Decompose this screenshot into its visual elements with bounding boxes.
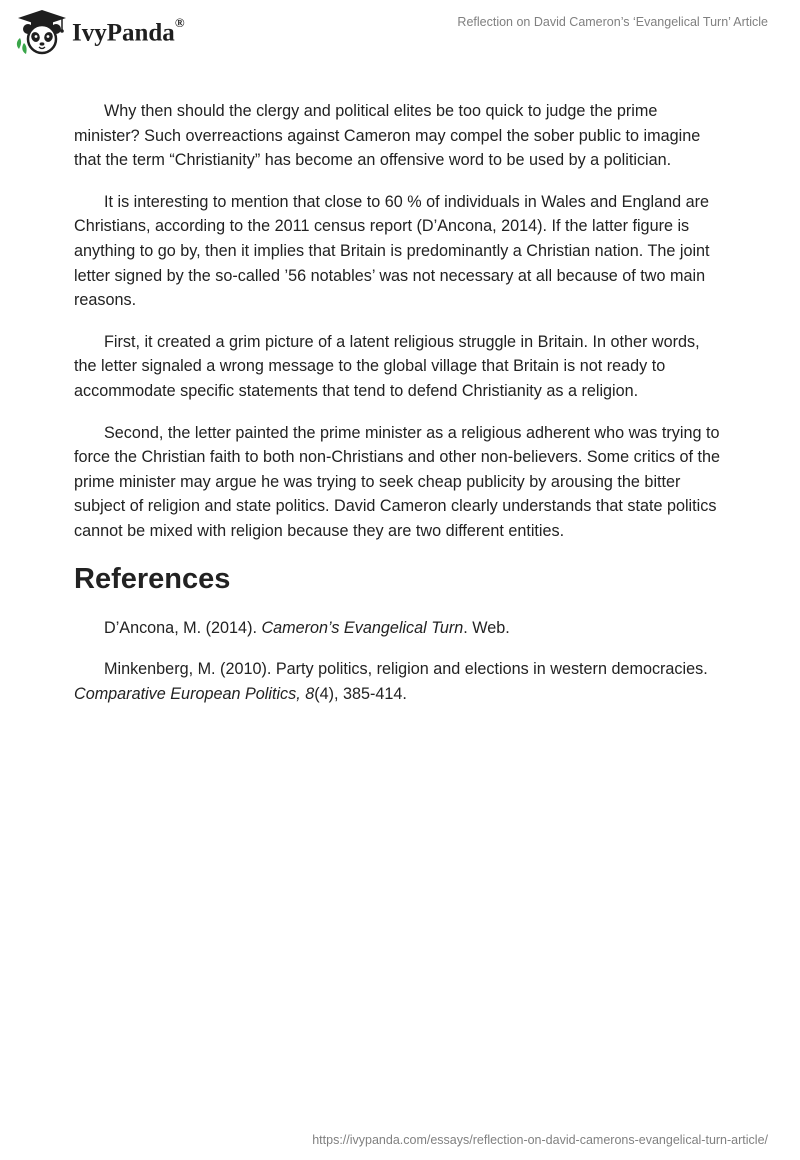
document-title: Reflection on David Cameron’s ‘Evangelical Turn’ Article: [457, 15, 768, 29]
body-paragraph: Second, the letter painted the prime minister as a religious adherent who was trying to force the Christian faith to both non-Christians and other non-believers. Some critics of the prime minister may argue he was trying to seek cheap publicity by arousing the bitter subject of religion and state politics. David Cameron clearly understands that state politics cannot be mixed with religion because they are two different entities.: [74, 423, 721, 540]
reference-text: . Web.: [463, 618, 510, 637]
body-paragraph: It is interesting to mention that close to 60 % of individuals in Wales and England are Christians, according to the 2011 census report (D’Ancona, 2014). If the latter figure is anything to go by, then it implies that Britain is predominantly a Christian nation. The joint letter signed by the so-called ’56 notables’ was not necessary at all because of two main reasons.: [74, 192, 710, 310]
reference-title: Comparative European Politics, 8: [74, 684, 315, 703]
logo-wordmark: IvyPanda®: [72, 14, 185, 47]
source-url[interactable]: https://ivypanda.com/essays/reflection-on-david-camerons-evangelical-turn-article/: [312, 1133, 768, 1147]
reference-text: D’Ancona, M. (2014).: [104, 618, 262, 637]
reference-title: Cameron’s Evangelical Turn: [261, 618, 464, 637]
panda-graduate-icon: [14, 8, 70, 56]
references-heading: References: [74, 562, 231, 595]
reference-text: (4), 385-414.: [314, 684, 407, 703]
body-paragraph: First, it created a grim picture of a latent religious struggle in Britain. In other words, the letter signaled a wrong message to the global village that Britain is not ready to accommodate specific statements that tend to defend Christianity as a religion.: [74, 332, 700, 400]
reference-text: Minkenberg, M. (2010). Party politics, religion and elections in western democracies.: [104, 660, 708, 679]
reference-entry: [74, 616, 726, 641]
body-paragraph: Why then should the clergy and political elites be too quick to judge the prime minister? Such overreactions against Cameron may compel the sober public to imagine that the term “Christianity” has become an offensive word to be used by a politician.: [74, 102, 701, 170]
ivypanda-logo[interactable]: [14, 8, 185, 56]
essay-body: [74, 99, 726, 723]
reference-entry: [74, 657, 726, 706]
page-header: [0, 0, 800, 64]
registered-mark: ®: [174, 14, 185, 30]
